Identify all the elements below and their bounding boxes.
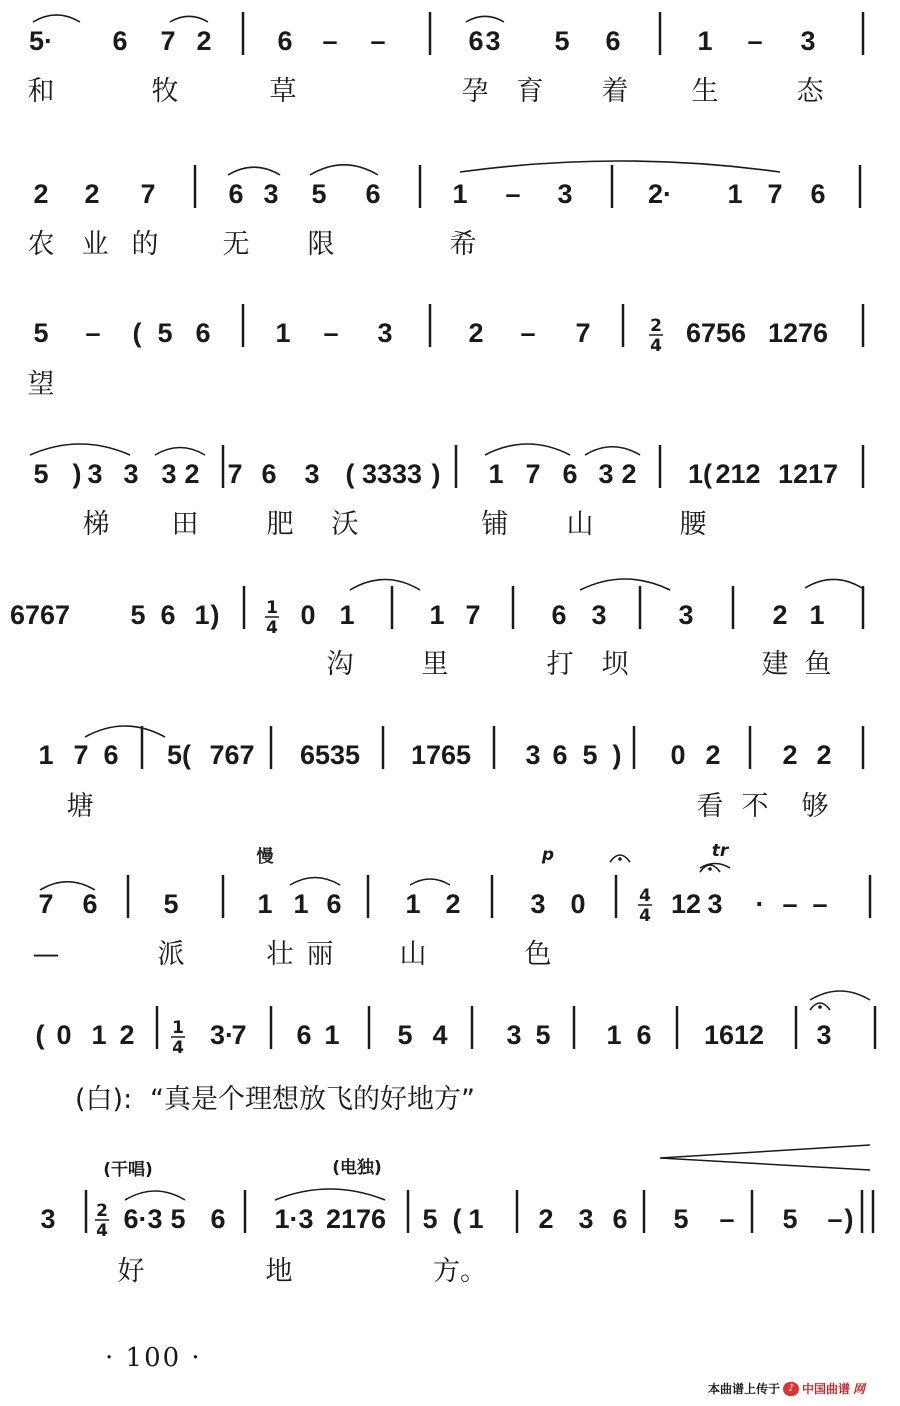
note: 212 (715, 459, 761, 489)
fermata-dot (708, 867, 712, 871)
slur (310, 165, 378, 175)
note: 3 (506, 1020, 522, 1050)
slur (580, 579, 670, 590)
note: 3 (525, 740, 541, 770)
lyric-char: 农 (27, 229, 55, 260)
note: 6 (296, 1020, 312, 1050)
note: 6 (160, 600, 176, 630)
lyric-char: 孕 (461, 76, 489, 107)
lyric-char: 山 (399, 939, 427, 970)
expression-marking: (干唱) (103, 1160, 153, 1180)
lyric-char: 草 (269, 76, 297, 107)
note: 3 (591, 600, 607, 630)
note: 1 (293, 889, 309, 919)
note: 5 (130, 600, 146, 630)
note: 6 (551, 600, 567, 630)
expression-marking: (电独) (332, 1158, 382, 1178)
note: 5 (397, 1020, 413, 1050)
score-line (10, 598, 832, 680)
lyric-char: 够 (801, 791, 829, 822)
note: ) (844, 1204, 854, 1234)
note: 2 (816, 740, 832, 770)
note: 3 (800, 26, 816, 56)
note: 3 (304, 459, 320, 489)
lyric-char: 打 (546, 649, 574, 680)
note: 1276 (767, 318, 829, 348)
note: – (827, 1204, 843, 1234)
slur (33, 15, 80, 22)
note: 6 (468, 26, 484, 56)
note: 1 (488, 459, 504, 489)
fermata-dot (818, 1005, 822, 1009)
lyric-char: 牧 (151, 76, 179, 107)
note: 5 (673, 1204, 689, 1234)
slur (290, 878, 340, 886)
note: – (322, 26, 338, 56)
expression-marking: 慢 (256, 847, 274, 867)
note: 5 (157, 318, 173, 348)
upload-note-prefix: 本曲谱上传于 (708, 1382, 781, 1396)
note: 3 (485, 26, 501, 56)
lyric-char: 建 (761, 649, 789, 680)
upload-note (708, 1380, 865, 1397)
note: 2 (772, 600, 788, 630)
lyric-char: 生 (691, 76, 719, 107)
note: · (755, 889, 765, 919)
lyric-char: 鱼 (804, 649, 832, 680)
note: 6 (112, 26, 128, 56)
lyric-char: 不 (741, 791, 769, 822)
note: 6767 (9, 600, 71, 630)
note: 5( (166, 740, 192, 770)
note: ) (210, 600, 220, 630)
lyric-char: 和 (27, 76, 55, 107)
note: 1 (38, 740, 54, 770)
time-signature-numerator: 1 (266, 598, 278, 618)
slur (466, 16, 504, 22)
note: 2 (196, 26, 212, 56)
note: 2 (782, 740, 798, 770)
lyric-char: 无 (222, 229, 250, 260)
lyric-char: 希 (449, 229, 477, 260)
lyric-char: 好 (117, 1256, 145, 1287)
lyric-char: 壮 (266, 939, 294, 970)
lyric-char: 色 (524, 939, 552, 970)
score-line (38, 740, 831, 822)
note: 1·3 (274, 1204, 314, 1234)
time-signature-denominator: 4 (266, 618, 278, 638)
note: ) (431, 459, 441, 489)
music-logo-icon: ♪ (783, 1382, 799, 1396)
note: 3 (87, 459, 103, 489)
time-signature-numerator: 2 (650, 316, 662, 336)
note: 7 (767, 179, 783, 209)
note: 2 (468, 318, 484, 348)
note: 6·3 (123, 1204, 163, 1234)
note: 1 (339, 600, 355, 630)
note: 7 (227, 459, 243, 489)
note: ) (72, 459, 82, 489)
time-signature-numerator: 1 (172, 1018, 184, 1038)
note: 2 (538, 1204, 554, 1234)
note: 3· (209, 1020, 235, 1050)
note: 1 (324, 1020, 340, 1050)
upload-note-tld: 网 (853, 1382, 866, 1396)
lyric-char: 看 (696, 791, 724, 822)
note: ( (345, 459, 355, 489)
note: 3333 (361, 459, 423, 489)
note: 3 (578, 1204, 594, 1234)
note: 6 (261, 459, 277, 489)
note: 2 (445, 889, 461, 919)
note: 2 (84, 179, 100, 209)
slur (170, 16, 208, 22)
note: – (85, 318, 101, 348)
note: 7 (231, 1020, 247, 1050)
note: 2 (119, 1020, 135, 1050)
slur (85, 726, 165, 737)
note: – (370, 26, 386, 56)
slur (228, 167, 280, 175)
note: 3 (123, 459, 139, 489)
note: 6 (326, 889, 342, 919)
note: 3 (598, 459, 614, 489)
slur (410, 879, 450, 885)
note: 0 (570, 889, 586, 919)
time-signature-denominator: 4 (96, 1221, 108, 1241)
lyric-char: 派 (157, 939, 185, 970)
note: 5· (28, 26, 54, 56)
slur (810, 991, 870, 1000)
note: 6535 (299, 740, 361, 770)
note: 3 (377, 318, 393, 348)
note: 6 (82, 889, 98, 919)
note: – (520, 318, 536, 348)
slur (30, 444, 130, 455)
note: 1765 (410, 740, 472, 770)
time-signature-denominator: 4 (639, 906, 651, 926)
note: – (747, 26, 763, 56)
note: 0 (670, 740, 686, 770)
note: 1 (91, 1020, 107, 1050)
time-signature-numerator: 2 (96, 1201, 108, 1221)
slur (460, 161, 780, 172)
note: 1 (727, 179, 743, 209)
note: 1 (468, 1204, 484, 1234)
lyric-char: 态 (796, 76, 824, 107)
note: 1 (606, 1020, 622, 1050)
score-line (40, 1201, 853, 1287)
note: 5 (782, 1204, 798, 1234)
lyric-char: 望 (27, 369, 55, 400)
lyric-char: — (32, 939, 60, 970)
slur (350, 580, 420, 591)
note: – (505, 179, 521, 209)
spoken-text: “真是个理想放飞的好地方” (150, 1084, 475, 1115)
note: 0 (300, 600, 316, 630)
note: 3 (161, 459, 177, 489)
lyric-char: 沃 (331, 509, 359, 540)
note: ) (612, 740, 622, 770)
fermata-dot (618, 857, 622, 861)
lyric-char: 方。 (433, 1256, 487, 1287)
lyric-char: 沟 (326, 649, 354, 680)
note: 4 (432, 1020, 448, 1050)
note: 7 (575, 318, 591, 348)
slur (275, 1189, 385, 1200)
note: 5 (422, 1204, 438, 1234)
note: 6756 (685, 318, 747, 348)
note: 6 (562, 459, 578, 489)
note: 7 (465, 600, 481, 630)
note: 6 (612, 1204, 628, 1234)
note: 6 (636, 1020, 652, 1050)
note: 7 (73, 740, 89, 770)
slur (485, 444, 570, 455)
lyric-char: 铺 (481, 509, 509, 540)
lyric-char: 着 (601, 76, 629, 107)
lyric-char: 限 (307, 229, 335, 260)
note: 5 (311, 179, 327, 209)
note: ( (452, 1204, 462, 1234)
note: ( (35, 1020, 45, 1050)
note: 6 (277, 26, 293, 56)
crescendo-hairpin (660, 1145, 870, 1170)
note: 3 (557, 179, 573, 209)
note: 2· (647, 179, 673, 209)
note: ( (132, 318, 142, 348)
note: 1 (257, 889, 273, 919)
note: 7 (160, 26, 176, 56)
lyric-char: 育 (516, 76, 544, 107)
lyric-char: 腰 (679, 509, 707, 540)
lyric-char: 里 (421, 649, 449, 680)
note: 1 (405, 889, 421, 919)
note: – (719, 1204, 735, 1234)
score-line (36, 1018, 832, 1058)
score-line (33, 886, 828, 970)
note: 12 (670, 889, 702, 919)
note: 1 (429, 600, 445, 630)
score-line (28, 26, 825, 107)
lyric-char: 丽 (306, 939, 334, 970)
note: 7 (140, 179, 156, 209)
spoken-label: (白): (75, 1084, 133, 1115)
lyric-char: 田 (171, 509, 199, 540)
expression-marking: tr (711, 841, 729, 861)
lyric-char: 坝 (601, 649, 629, 680)
note: 6 (810, 179, 826, 209)
note: 6 (365, 179, 381, 209)
note: 1612 (703, 1020, 765, 1050)
slur (585, 447, 640, 455)
note: – (812, 889, 828, 919)
lyric-char: 业 (81, 229, 109, 260)
note: 6 (552, 740, 568, 770)
note: 5 (582, 740, 598, 770)
note: 3 (707, 889, 723, 919)
note: 1217 (777, 459, 839, 489)
note: 3 (678, 600, 694, 630)
time-signature-denominator: 4 (650, 336, 662, 356)
time-signature-numerator: 4 (639, 886, 651, 906)
note: 2 (184, 459, 200, 489)
note: 6 (195, 318, 211, 348)
note: 7 (525, 459, 541, 489)
note: 3 (40, 1204, 56, 1234)
note: 6 (103, 740, 119, 770)
note: 5 (554, 26, 570, 56)
lyric-char: 山 (566, 509, 594, 540)
note: 7 (38, 889, 54, 919)
note: 6 (605, 26, 621, 56)
note: 767 (209, 740, 255, 770)
note: – (782, 889, 798, 919)
note: 1( (687, 459, 713, 489)
upload-note-brand: 中国曲谱 (802, 1382, 851, 1396)
spoken-line (75, 1084, 475, 1115)
note: – (323, 318, 339, 348)
note: 0 (56, 1020, 72, 1050)
slur (155, 448, 205, 456)
note: 1 (697, 26, 713, 56)
note: 2176 (325, 1204, 387, 1234)
note: 2 (33, 179, 49, 209)
note: 1 (452, 179, 468, 209)
score-line (28, 316, 829, 400)
note: 5 (33, 459, 49, 489)
page-number: · 100 · (105, 1343, 202, 1373)
expression-marking: p (541, 845, 555, 865)
note: 5 (163, 889, 179, 919)
note: 3 (263, 179, 279, 209)
lyric-char: 地 (265, 1256, 293, 1287)
lyric-char: 肥 (266, 509, 294, 540)
note: 6 (228, 179, 244, 209)
note: 1 (809, 600, 825, 630)
score-line (33, 459, 838, 540)
score-line (28, 179, 826, 260)
note: 3 (816, 1020, 832, 1050)
note: 1 (194, 600, 210, 630)
slur (805, 579, 862, 588)
note: 5 (33, 318, 49, 348)
note: 5 (535, 1020, 551, 1050)
note: 3 (530, 889, 546, 919)
lyric-char: 梯 (82, 509, 110, 540)
lyric-char: 的 (131, 229, 159, 260)
note: 5 (170, 1204, 186, 1234)
lyric-char: 塘 (66, 791, 94, 822)
note: 6 (210, 1204, 226, 1234)
note: 2 (705, 740, 721, 770)
note: 2 (621, 459, 637, 489)
slur (125, 1191, 185, 1200)
note: 1 (275, 318, 291, 348)
time-signature-denominator: 4 (172, 1038, 184, 1058)
